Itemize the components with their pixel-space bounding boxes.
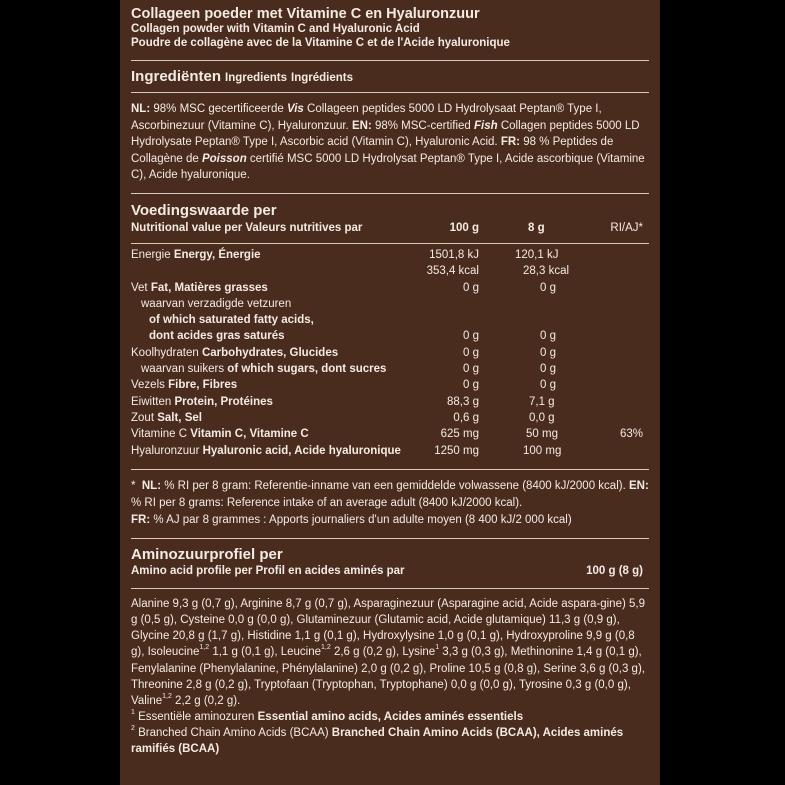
footnote-star: *: [131, 479, 136, 492]
nutrient-translation: of which sugars, dont sucres: [227, 363, 387, 376]
nutrient-translation: of which saturated fatty acids,: [149, 314, 314, 327]
value-8g: 7,1 g: [529, 395, 555, 408]
nutrient-translation: Fat, Matières grasses: [150, 281, 268, 294]
allergen-fish-en: Fish: [474, 119, 498, 132]
nutrient-translation: Hyaluronic acid, Acide hyaluronique: [202, 444, 401, 457]
value-8g: 28,3 kcal: [523, 265, 570, 278]
value-8g: 100 mg: [523, 444, 562, 457]
column-100g: 100 g: [449, 221, 479, 234]
nutrition-label: [120, 0, 660, 785]
title-fr: Poudre de collagène avec de la Vitamine C et de l'Acide hyaluronique: [131, 36, 510, 49]
amino-text: 2,2 g (0,2 g).: [171, 695, 241, 708]
nutrient-translation: Protein, Protéines: [174, 395, 273, 408]
value-8g: 0,0 g: [529, 411, 555, 424]
lang-tag-en: EN:: [351, 119, 372, 132]
note-nl: Essentiële aminozuren: [134, 711, 258, 724]
nutrient-name: Hyaluronzuur: [131, 444, 200, 457]
value-100g: 0,6 g: [453, 411, 479, 424]
value-8g: 0 g: [540, 281, 556, 294]
amino-text: 3,3 g (0,3 g), Methinonine 1,4 g (0,1 g), Fenylalanine (Phenylalanine, Phénylalanine) 2,0 g (0,2 g), Proline 10,5 g (0,8 g), Serine 3,6 g (0,3 g), Threonine 2,8 g (0,2 g), Tryptofaan (Tryptophan, Tryptophane) 0,0 g (0,0 g), Tyrosine 0,3 g (0,0 g), Valine: [131, 646, 645, 708]
amino-heading: Aminozuurprofiel per: [131, 545, 283, 563]
nutrient-name: Koolhydraten: [131, 346, 199, 359]
nutrient-translation: Fibre, Fibres: [168, 379, 238, 392]
nutrient-name: waarvan suikers: [141, 363, 225, 376]
footnote-fr: % AJ par 8 grammes : Apports journaliers d'un adulte moyen (8 400 kJ/2 000 kcal): [150, 513, 572, 526]
ingredients-fr-text: 98 % Peptides de Collagène de: [131, 136, 614, 165]
title-en: Collagen powder with Vitamin C and Hyaluronic Acid: [131, 23, 420, 35]
amino-superscript: 1,2: [162, 693, 172, 701]
nutrient-translation: Vitamin C, Vitamine C: [190, 428, 309, 441]
ingredients-nl-text-2: Collageen peptides 5000 LD Hydrolysaat Peptan® Type I, Ascorbinezuur (Vitamine C), Hyaluronzuur.: [131, 103, 602, 132]
ingredients-heading-en: Ingredients: [225, 72, 287, 84]
ri-footnote: [131, 478, 649, 529]
value-8g: 50 mg: [526, 428, 558, 441]
nutrient-translation: Salt, Sel: [157, 411, 202, 424]
amino-text: Alanine 9,3 g (0,7 g), Arginine 8,7 g (0,7 g), Asparaginezuur (Asparagine acid, Acide aspara-gine) 5,9 g (0,5 g), Cysteine 0,0 g (0,0 g), Glutaminezuur (Glutamic acid, Acide glutamique) 11,3 g (0,9 g), Glycine 20,8 g (1,7 g), Histidine 1,1 g (0,1 g), Hydroxylysine 1,0 g (0,1 g), Hydroxyproline 9,9 g (0,8 g), Isoleucine: [131, 597, 645, 659]
note-nl: Branched Chain Amino Acids (BCAA): [134, 727, 332, 740]
value-8g: 0 g: [540, 330, 556, 343]
note-marker: 2: [131, 725, 135, 733]
value-100g: 625 mg: [440, 428, 479, 441]
nutrition-subheading: Nutritional value per Valeurs nutritives par: [131, 221, 363, 234]
nutrition-table: [131, 247, 649, 459]
value-8g: 0 g: [540, 363, 556, 376]
ingredients-heading: [131, 67, 649, 88]
footnote-nl: % RI per 8 gram: Referentie-inname van een gemiddelde volwassene (8400 kJ/2000 kcal).: [161, 479, 629, 492]
value-100g: 1250 mg: [434, 444, 479, 457]
divider: [131, 538, 649, 539]
divider: [131, 60, 649, 61]
nutrient-row-hyaluronic: [131, 443, 649, 459]
allergen-fish-nl: Vis: [286, 103, 304, 115]
value-100g: 0 g: [463, 281, 479, 294]
divider: [131, 243, 649, 244]
value-100g: 0 g: [463, 330, 479, 343]
nutrient-row-salt: [131, 410, 649, 426]
nutrient-translation: Carbohydrates, Glucides: [201, 346, 339, 359]
nutrient-name: Zout: [131, 411, 155, 424]
lang-tag-nl: NL:: [131, 103, 151, 115]
amino-note-1: [131, 709, 649, 725]
amino-superscript: 1,2: [199, 644, 210, 652]
amino-note-2: [131, 725, 649, 757]
ingredients-en-text-2: Collagen peptides 5000 LD Hydrolysate Peptan® Type I, Ascorbic acid (Vitamin C), Hyaluronic Acid.: [131, 119, 640, 149]
divider: [131, 193, 649, 194]
amino-header-row: [131, 564, 649, 579]
value-100g: 0 g: [463, 379, 479, 392]
lang-tag-nl: NL:: [141, 479, 162, 492]
ingredients-text: [131, 101, 649, 184]
nutrient-row-saturated-fr: [131, 328, 649, 344]
ingredients-en-text: 98% MSC-certified: [371, 119, 475, 132]
nutrition-header-row: [131, 220, 649, 236]
divider: [131, 588, 649, 589]
nutrient-name: Eiwitten: [131, 395, 172, 408]
note-translation: Branched Chain Amino Acids (BCAA), Acides aminés ramifiés (BCAA): [131, 727, 624, 756]
nutrient-name: Vezels: [131, 379, 165, 392]
ingredients-heading-fr: Ingrédients: [291, 72, 353, 84]
nutrient-row-energy-kcal: [131, 263, 649, 279]
column-8g: 8 g: [528, 221, 545, 234]
value-100g: 0 g: [463, 346, 479, 359]
nutrient-row-fat: [131, 280, 649, 296]
divider: [131, 469, 649, 470]
value-8g: 120,1 kJ: [515, 248, 559, 261]
amino-text: 1,1 g (0,1 g), Leucine: [209, 646, 322, 659]
value-100g: 88,3 g: [447, 395, 479, 408]
nutrient-row-saturated-en: [131, 312, 649, 328]
nutrition-heading: Voedingswaarde per: [131, 201, 277, 219]
ingredients-fr-text-2: certifié MSC 5000 LD Hydrolysat Peptan® Type I, Acide ascorbique (Vitamine C), Acide hyaluronique.: [131, 152, 645, 182]
lang-tag-en: EN:: [628, 479, 649, 492]
note-translation: Essential amino acids, Acides aminés essentiels: [257, 711, 524, 724]
footnote-en: % RI per 8 grams: Reference intake of an average adult (8400 kJ/2000 kcal).: [131, 496, 523, 509]
lang-tag-fr: FR:: [131, 513, 151, 526]
amino-superscript: 1: [435, 644, 440, 652]
nutrient-row-saturated: [131, 296, 649, 312]
ingredients-nl-text: 98% MSC gecertificeerde: [150, 103, 287, 115]
column-ri: RI/AJ*: [610, 221, 643, 234]
amino-text: 2,6 g (0,2 g), Lysine: [330, 646, 436, 659]
nutrient-row-fibre: [131, 377, 649, 393]
title-block: [131, 6, 649, 50]
amino-column: 100 g (8 g): [586, 564, 643, 577]
nutrient-row-carbohydrates: [131, 345, 649, 361]
value-100g: 353,4 kcal: [426, 265, 479, 278]
value-8g: 0 g: [540, 346, 556, 359]
nutrient-row-protein: [131, 394, 649, 410]
value-100g: 1501,8 kJ: [429, 248, 479, 261]
value-8g: 0 g: [540, 379, 556, 392]
amino-subheading: Amino acid profile per Profil en acides aminés par: [131, 564, 405, 577]
value-100g: 0 g: [463, 363, 479, 376]
nutrient-row-sugars: [131, 361, 649, 377]
note-marker: 1: [131, 709, 135, 717]
nutrient-name: Vet: [131, 281, 148, 294]
nutrient-name: waarvan verzadigde vetzuren: [141, 297, 292, 310]
nutrient-row-energy: [131, 247, 649, 263]
nutrient-name: Energie: [131, 248, 171, 261]
ingredients-heading-nl: Ingrediënten: [131, 68, 222, 85]
nutrient-name: Vitamine C: [131, 428, 188, 441]
nutrient-translation: Energy, Énergie: [173, 248, 261, 261]
amino-profile-text: [131, 596, 649, 709]
allergen-fish-fr: Poisson: [201, 152, 247, 165]
value-ri: 63%: [619, 428, 643, 441]
divider: [131, 92, 649, 93]
nutrient-row-vitamin-c: [131, 426, 649, 442]
amino-superscript: 1,2: [321, 644, 331, 652]
nutrient-translation: dont acides gras saturés: [149, 330, 285, 343]
title-nl: Collageen poeder met Vitamine C en Hyaluronzuur: [131, 6, 480, 22]
lang-tag-fr: FR:: [500, 136, 520, 149]
